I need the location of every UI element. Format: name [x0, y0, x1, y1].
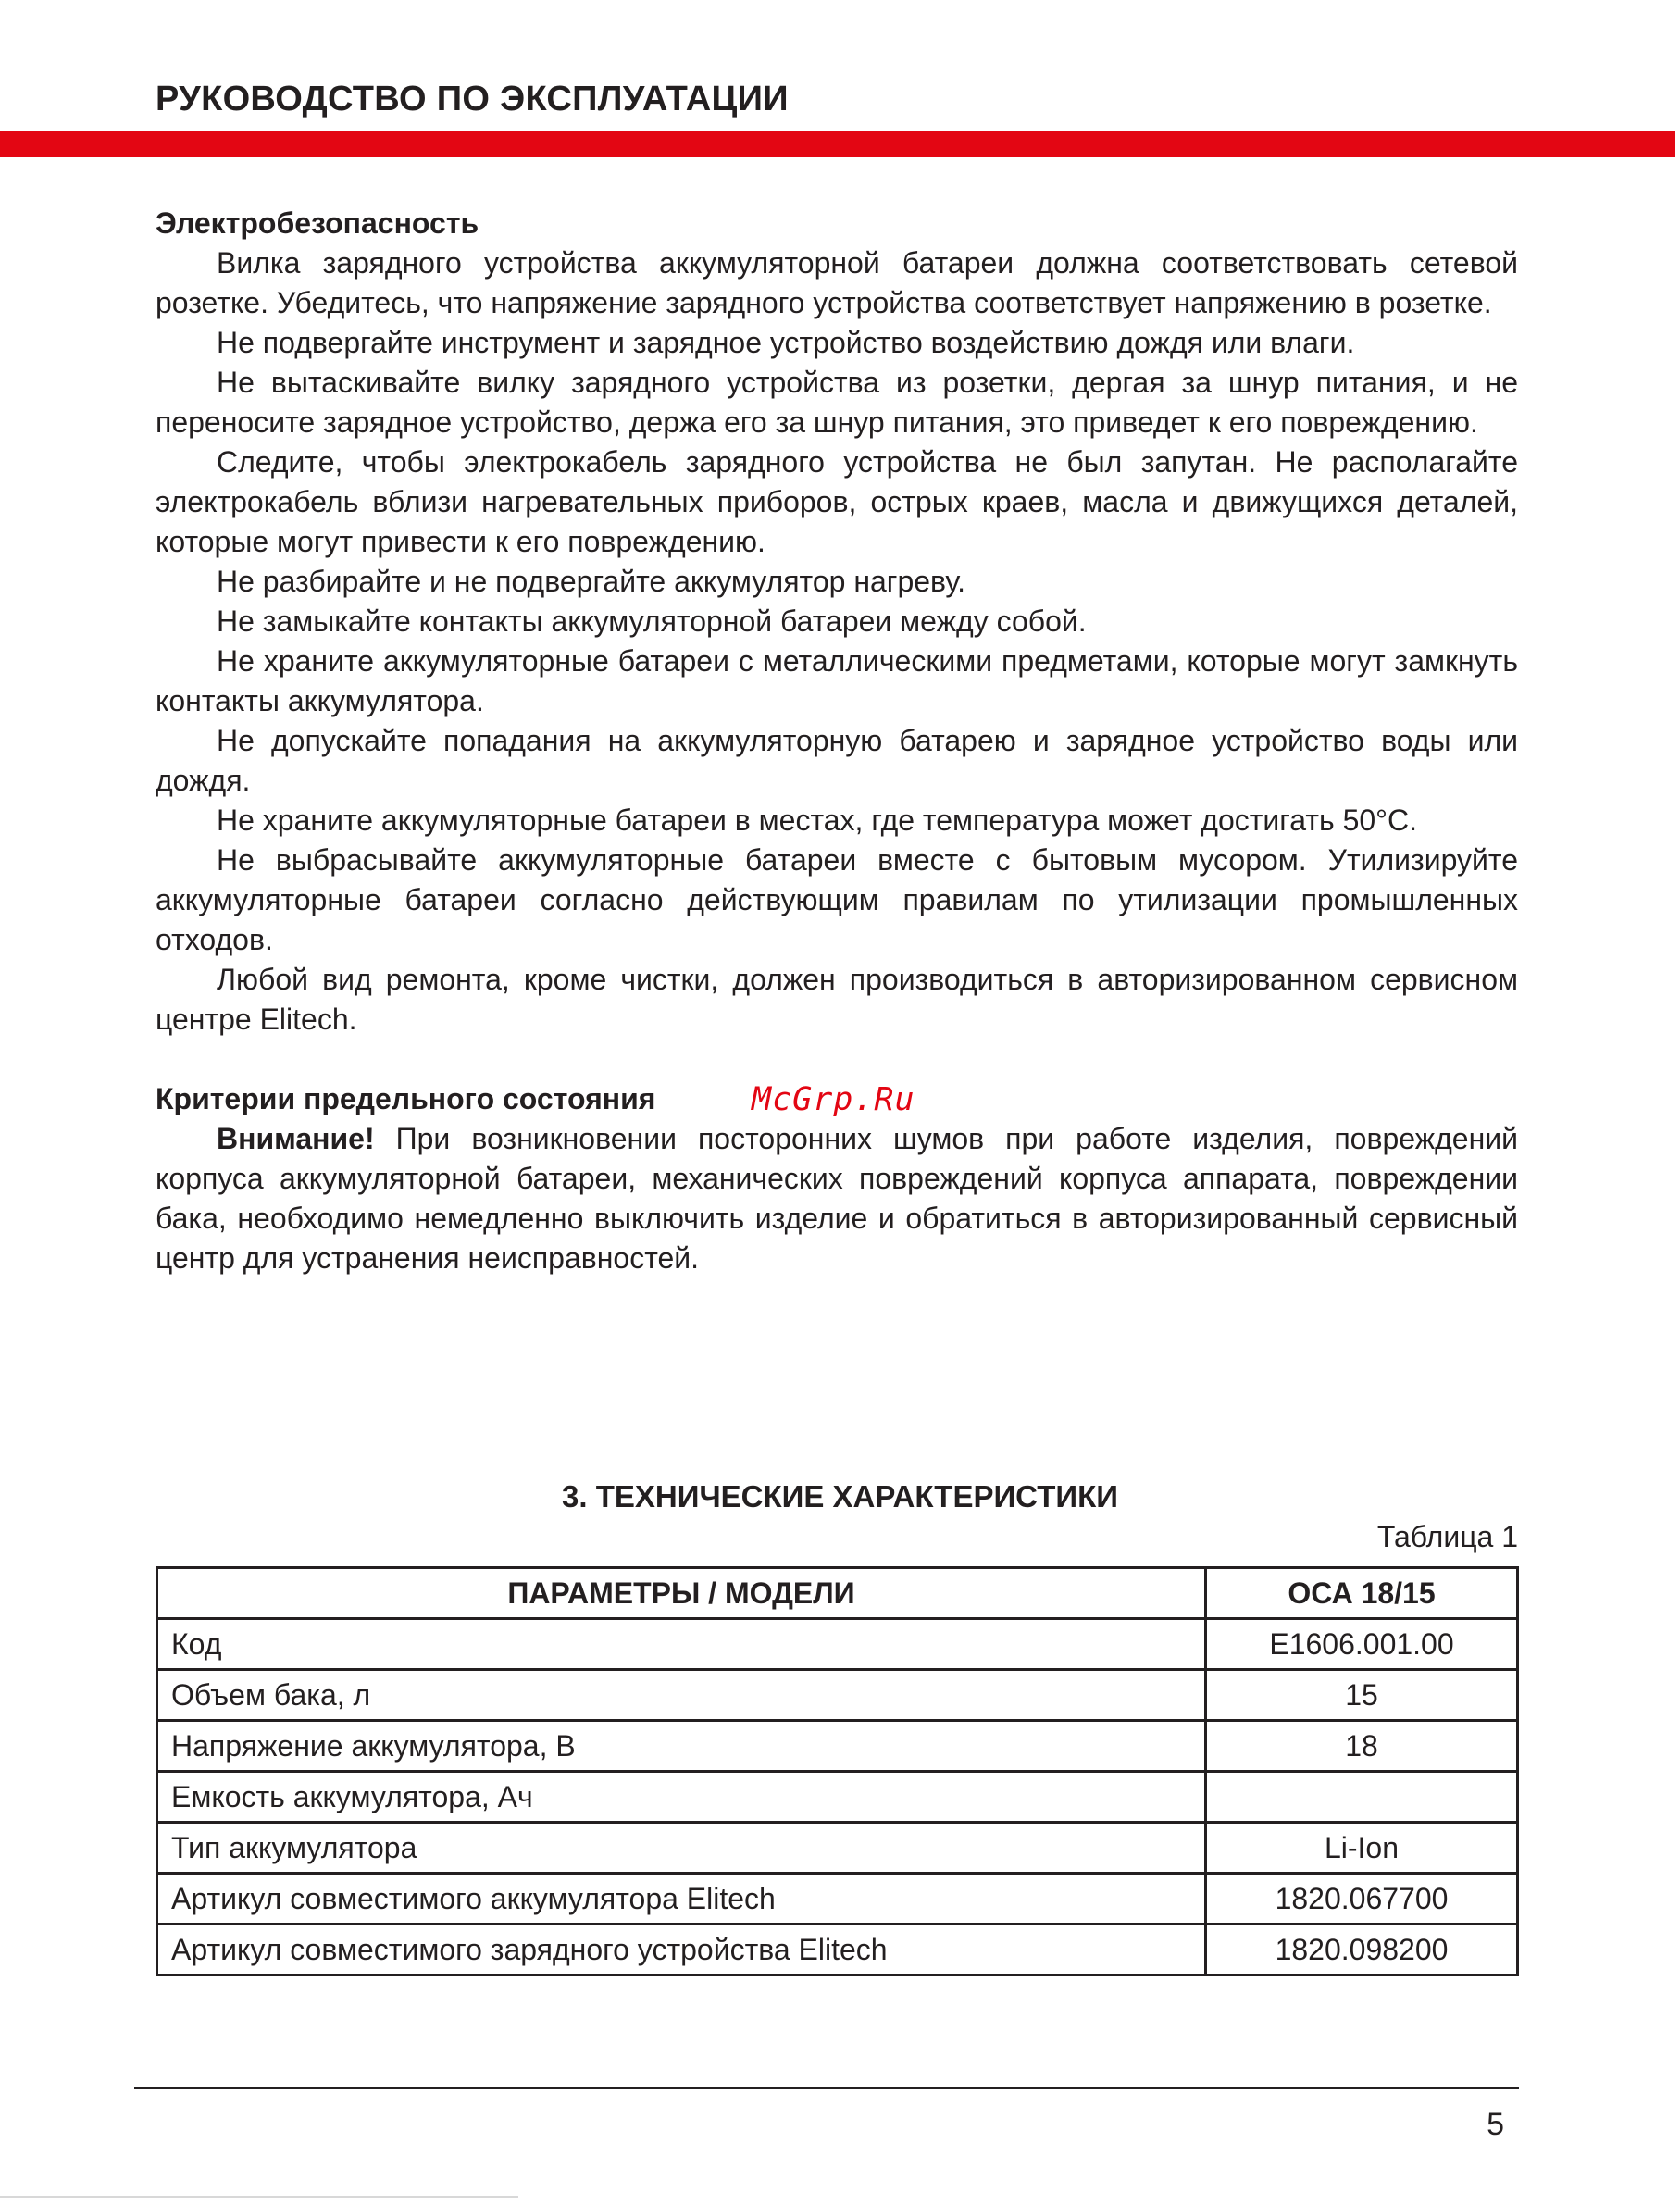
- section-spacer: [156, 1040, 1518, 1079]
- row-value: E1606.001.00: [1206, 1619, 1518, 1670]
- electrical-safety-heading: Электробезопасность: [156, 206, 479, 240]
- row-param: Артикул совместимого зарядного устройства Elitech: [157, 1925, 1206, 1975]
- row-param: Напряжение аккумулятора, В: [157, 1721, 1206, 1772]
- row-param: Тип аккумулятора: [157, 1823, 1206, 1874]
- row-param: Артикул совместимого аккумулятора Elitech: [157, 1874, 1206, 1925]
- table-row: [157, 1721, 1518, 1772]
- table-row: [157, 1772, 1518, 1823]
- row-param: Код: [157, 1619, 1206, 1670]
- safety-paragraph: Не разбирайте и не подвергайте аккумулятор нагреву.: [217, 565, 966, 598]
- table-caption: Таблица 1: [1376, 1520, 1518, 1553]
- row-value: 15: [1206, 1670, 1518, 1721]
- row-value: Li-Ion: [1206, 1823, 1518, 1874]
- row-param: Емкость аккумулятора, Ач: [157, 1772, 1206, 1823]
- row-value: 18: [1206, 1721, 1518, 1772]
- watermark-text: McGrp.Ru: [752, 1081, 915, 1118]
- table-row: [157, 1619, 1518, 1670]
- header-param: ПАРАМЕТРЫ / МОДЕЛИ: [157, 1568, 1206, 1619]
- header-red-bar: [0, 131, 1675, 157]
- tech-specs-title: 3. ТЕХНИЧЕСКИЕ ХАРАКТЕРИСТИКИ: [562, 1479, 1118, 1514]
- warning-label: Внимание!: [217, 1122, 375, 1155]
- limit-state-heading: Критерии предельного состояния: [156, 1082, 656, 1115]
- bottom-edge-line: [0, 2196, 518, 2198]
- table-row: [157, 1670, 1518, 1721]
- safety-paragraph: Любой вид ремонта, кроме чистки, должен производиться в авторизированном сервисном центре Elitech.: [156, 963, 1518, 1036]
- safety-paragraph: Вилка зарядного устройства аккумуляторной батареи должна соответствовать сетевой розетке. Убедитесь, что напряжение зарядного устройства соответствует напряжению в розетке.: [156, 246, 1518, 319]
- row-value: 1820.067700: [1206, 1874, 1518, 1925]
- safety-paragraph: Не выбрасывайте аккумуляторные батареи вместе с бытовым мусором. Утилизируйте аккумуляторные батареи согласно действующим правилам по утилизации промышленных отходов.: [156, 843, 1518, 956]
- header-model: ОСА 18/15: [1206, 1568, 1518, 1619]
- table-row: [157, 1823, 1518, 1874]
- specs-table: [156, 1566, 1519, 1976]
- safety-paragraph: Не храните аккумуляторные батареи в местах, где температура может достигать 50°С.: [217, 804, 1417, 837]
- safety-paragraph: Не подвергайте инструмент и зарядное устройство воздействию дождя или влаги.: [217, 326, 1355, 359]
- safety-paragraph: Не замыкайте контакты аккумуляторной батареи между собой.: [217, 604, 1087, 638]
- footer-divider: [134, 2087, 1519, 2089]
- safety-paragraph: Не храните аккумуляторные батареи с металлическими предметами, которые могут замкнуть контакты аккумулятора.: [156, 644, 1518, 717]
- limit-state-paragraph: [156, 1119, 1518, 1278]
- row-value: 1820.098200: [1206, 1925, 1518, 1975]
- table-row: [157, 1925, 1518, 1975]
- safety-paragraph: Следите, чтобы электрокабель зарядного устройства не был запутан. Не располагайте электрокабель вблизи нагревательных приборов, острых краев, масла и движущихся деталей, которые могут привести к его повреждению.: [156, 445, 1518, 558]
- page-number: 5: [1487, 2107, 1504, 2142]
- limit-state-text: При возникновении посторонних шумов при работе изделия, повреждений корпуса аккумуляторной батареи, механических повреждений корпуса аппарата, повреждении бака, необходимо немедленно выключить изделие и обратиться в авторизированный сервисный центр для устранения неисправностей.: [156, 1122, 1518, 1275]
- table-row: [157, 1874, 1518, 1925]
- page-header-title: РУКОВОДСТВО ПО ЭКСПЛУАТАЦИИ: [156, 80, 789, 118]
- safety-paragraph: Не допускайте попадания на аккумуляторную батарею и зарядное устройство воды или дождя.: [156, 724, 1518, 797]
- table-header-row: [157, 1568, 1518, 1619]
- row-value: [1206, 1772, 1518, 1823]
- safety-paragraph: Не вытаскивайте вилку зарядного устройства из розетки, дергая за шнур питания, и не переносите зарядное устройство, держа его за шнур питания, это приведет к его повреждению.: [156, 366, 1518, 439]
- row-param: Объем бака, л: [157, 1670, 1206, 1721]
